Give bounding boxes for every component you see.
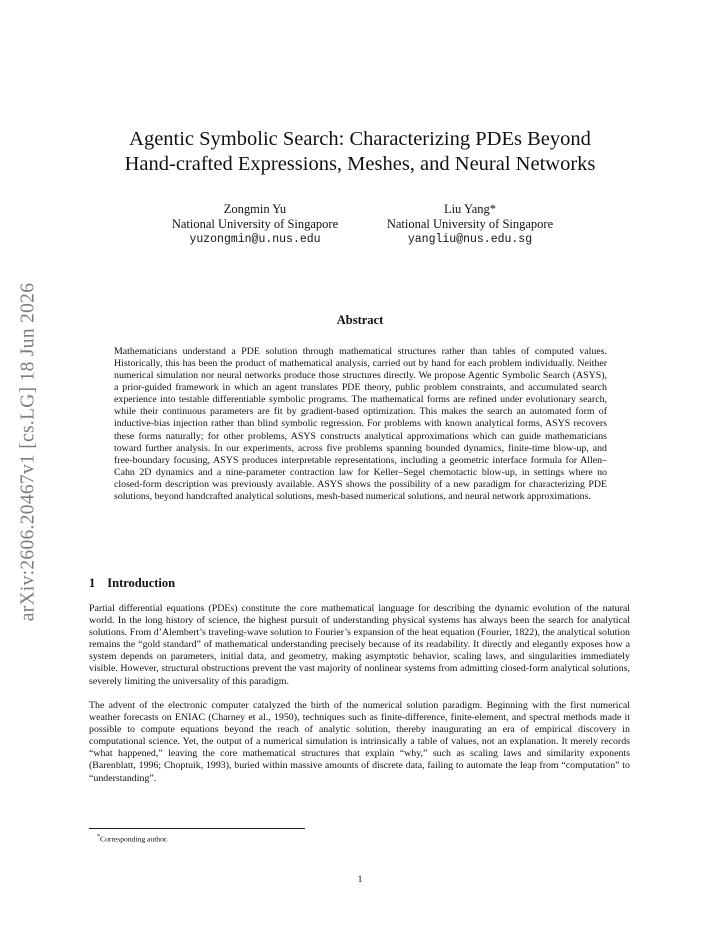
abstract-heading: Abstract <box>336 313 384 327</box>
abstract-body: Mathematicians understand a PDE solution through mathematical structures rather than tables of computed values. Historically, this has been the product of mathematical analysis, carried out by hand for each problem individually. Neither numerical simulation nor neural networks produce those structures directly. We propose Agentic Symbolic Search (ASYS), a prior-guided framework in which an agent translates PDE theory, public problem constraints, and accumulated search experience into testable differentiable symbolic programs. The mathematical forms are refined under evolutionary search, while their continuous parameters are fit by gradient-based optimization. This makes the search an automated form of inductive-bias injection rather than blind symbolic regression. For problems with known analytical forms, ASYS recovers these forms naturally; for other problems, ASYS constructs analytical approximations which can guide mathematicians toward further analysis. In our experiments, across five problems spanning bounded dynamics, finite-time blow-up, and free-boundary focusing, ASYS produces interpretable representations, including a geometric interface formula for Allen–Cahn 2D dynamics and a nine-parameter contraction law for Keller–Segel chemotactic blow-up, in settings where no closed-form description was previously available. ASYS shows the possibility of a new paradigm for characterizing PDE solutions, beyond handcrafted analytical solutions, mesh-based numerical solutions, and neural network approximations. <box>114 346 607 502</box>
section-heading-introduction <box>89 576 175 591</box>
title-line-1: Agentic Symbolic Search: Characterizing PDEs Beyond <box>129 128 591 150</box>
author-block-2 <box>350 202 590 247</box>
intro-paragraph-2: The advent of the electronic computer catalyzed the birth of the numerical solution paradigm. Beginning with the first numerical weather forecasts on ENIAC (Charney et al., 1950), techniques such as finite-difference, finite-element, and spectral methods made it possible to compute equations beyond the reach of analytic solution, thereby inaugurating an era of empirical discovery in computational science. Yet, the output of a numerical simulation is intrinsically a table of values, not an explanation. It merely records “what happened,” leaving the core mathematical structures that explain “why,” such as scaling laws and similarity exponents (Barenblatt, 1996; Choptuik, 1993), buried within massive amounts of discrete data, failing to automate the leap from “computation” to “understanding”. <box>89 700 630 784</box>
footnote <box>97 834 168 844</box>
arxiv-identifier-text: arXiv:2606.20467v1 [cs.LG] 18 Jun 2026 <box>17 282 38 622</box>
author-affiliation: National University of Singapore <box>386 217 554 231</box>
page-number: 1 <box>357 874 363 885</box>
title-line-2: Hand-crafted Expressions, Meshes, and Neural Networks <box>124 152 596 175</box>
author-name: Zongmin Yu <box>223 202 287 216</box>
footnote-divider <box>89 828 305 829</box>
author-name: Liu Yang* <box>443 202 497 216</box>
author-email[interactable]: yangliu@nus.edu.sg <box>407 233 533 246</box>
intro-paragraph-1: Partial differential equations (PDEs) constitute the core mathematical language for describing the dynamic evolution of the natural world. In the long history of science, the highest pursuit of understanding physical systems has always been the search for analytical solutions. From d’Alembert’s traveling-wave solution to Fourier’s expansion of the heat equation (Fourier, 1822), the analytical solution remains the “gold standard” of mathematical understanding precisely because of its readability. It directly and elegantly exposes how a system depends on parameters, initial data, and geometry, making asymptotic behavior, scaling laws, and singularities immediately visible. However, structural obstructions prevent the vast majority of nonlinear systems from admitting closed-form analytical solutions, severely limiting the universality of this paradigm. <box>89 603 630 687</box>
section-number: 1 <box>89 576 96 590</box>
section-title: Introduction <box>107 576 176 590</box>
author-email[interactable]: yuzongmin@u.nus.edu <box>189 233 321 246</box>
footnote-text: Corresponding author. <box>100 834 168 844</box>
paper-title <box>90 127 630 176</box>
footnote-marker: * <box>97 834 100 840</box>
author-block-1 <box>135 202 375 247</box>
author-affiliation: National University of Singapore <box>171 217 339 231</box>
